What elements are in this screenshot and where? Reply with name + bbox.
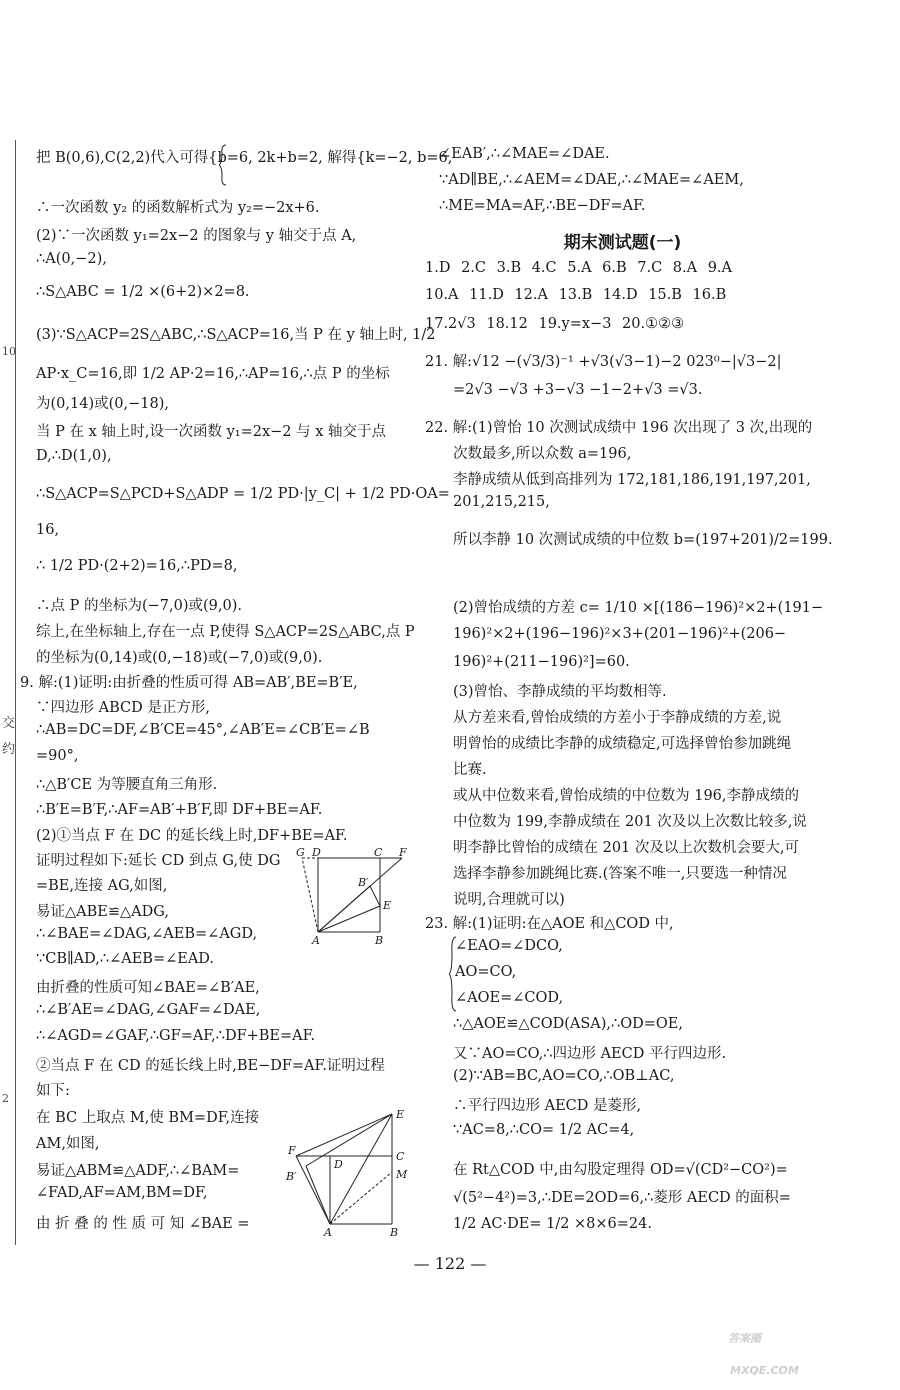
text-line: =90°,: [36, 748, 79, 764]
text-line: 又∵AO=CO,∴四边形 AECD 平行四边形.: [453, 1046, 727, 1062]
text-line: ∴S△ACP=S△PCD+S△ADP = 1/2 PD·|y_C| + 1/2 PD·OA=: [36, 486, 450, 502]
text-line: ∵AC=8,∴CO= 1/2 AC=4,: [453, 1122, 635, 1138]
text-line: 在 Rt△COD 中,由勾股定理得 OD=√(CD²−CO²)=: [453, 1162, 788, 1178]
text-line: AM,如图,: [36, 1136, 100, 1152]
text-line: ∴A(0,−2),: [36, 251, 107, 267]
figure-label: D: [312, 846, 321, 859]
text-line: 21. 解:√12 −(√3/3)⁻¹ +√3(√3−1)−2 023⁰−|√3−2|: [425, 354, 782, 370]
text-line: ∴B′E=B′F,∴AF=AB′+B′F,即 DF+BE=AF.: [36, 802, 323, 818]
text-line: 如下:: [36, 1083, 70, 1099]
gutter-mark: 2: [2, 1092, 9, 1105]
text-line: =BE,连接 AG,如图,: [36, 878, 168, 894]
text-line: 196)²×2+(196−196)²×3+(201−196)²+(206−: [453, 626, 787, 642]
text-line: 说明,合理就可以): [453, 892, 565, 908]
text-line: ∵四边形 ABCD 是正方形,: [36, 700, 210, 716]
text-line: ∴∠B′AE=∠DAG,∠GAF=∠DAE,: [36, 1002, 261, 1018]
gutter-mark: 10: [2, 345, 16, 358]
figure-label: C: [396, 1150, 405, 1163]
figure-label: F: [288, 1144, 296, 1157]
figure-label: E: [396, 1108, 405, 1121]
text-line: (2)∵一次函数 y₁=2x−2 的图象与 y 轴交于点 A,: [36, 228, 357, 244]
text-line: ∴S△ABC = 1/2 ×(6+2)×2=8.: [36, 284, 250, 300]
text-line: √(5²−4²)=3,∴DE=2OD=6,∴菱形 AECD 的面积=: [453, 1190, 791, 1206]
text-line: 22. 解:(1)曾怡 10 次测试成绩中 196 次出现了 3 次,出现的: [425, 420, 813, 436]
figure-label: C: [374, 846, 383, 859]
gutter-mark: 交: [2, 716, 16, 731]
text-line: 为(0,14)或(0,−18),: [36, 396, 169, 412]
text-line: ∠EAB′,∴∠MAE=∠DAE.: [439, 146, 610, 162]
figure-label: B: [390, 1226, 399, 1239]
text-line: (2)∵AB=BC,AO=CO,∴OB⊥AC,: [453, 1068, 675, 1084]
text-line: ∠EAO=∠DCO,: [455, 938, 563, 954]
text-line: 23. 解:(1)证明:在△AOE 和△COD 中,: [425, 916, 674, 932]
text-line: (2)①当点 F 在 DC 的延长线上时,DF+BE=AF.: [36, 828, 348, 844]
text-line: ∴ME=MA=AF,∴BE−DF=AF.: [439, 198, 646, 214]
text-line: (2)曾怡成绩的方差 c= 1/10 ×[(186−196)²×2+(191−: [453, 600, 824, 616]
section-title: 期末测试题(一): [563, 233, 682, 253]
text-line: ∴ 1/2 PD·(2+2)=16,∴PD=8,: [36, 558, 238, 574]
text-line: 证明过程如下:延长 CD 到点 G,使 DG: [36, 853, 281, 869]
text-line: 李静成绩从低到高排列为 172,181,186,191,197,201,: [453, 472, 811, 488]
geometry-figure-2: [284, 1108, 414, 1240]
figure-label: B′: [286, 1170, 297, 1183]
watermark-logo: [720, 1300, 890, 1380]
text-line: ∵AD∥BE,∴∠AEM=∠DAE,∴∠MAE=∠AEM,: [439, 172, 744, 188]
text-line: (3)∵S△ACP=2S△ABC,∴S△ACP=16,当 P 在 y 轴上时, 1/2: [36, 327, 436, 343]
text-line: ∴△AOE≌△COD(ASA),∴OD=OE,: [453, 1016, 683, 1032]
text-line: 比赛.: [453, 762, 487, 778]
text-line: 选择李静参加跳绳比赛.(答案不唯一,只要选一种情况: [453, 866, 787, 882]
text-line: AP·x_C=16,即 1/2 AP·2=16,∴AP=16,∴点 P 的坐标: [36, 366, 390, 382]
text-line: 1/2 AC·DE= 1/2 ×8×6=24.: [453, 1216, 652, 1232]
text-line: ∴平行四边形 AECD 是菱形,: [453, 1098, 642, 1114]
text-line: ∴∠BAE=∠DAG,∠AEB=∠AGD,: [36, 926, 258, 942]
figure-label: G: [296, 846, 305, 859]
system-brace: [449, 936, 457, 1012]
figure-label: F: [399, 846, 407, 859]
text-line: ∴∠AGD=∠GAF,∴GF=AF,∴DF+BE=AF.: [36, 1028, 316, 1044]
text-line: ∴AB=DC=DF,∠B′CE=45°,∠AB′E=∠CB′E=∠B: [36, 722, 370, 738]
text-line: 把 B(0,6),C(2,2)代入可得{b=6, 2k+b=2, 解得{k=−2, b=6,: [36, 150, 453, 166]
answer-row: 10.A 11.D 12.A 13.B 14.D 15.B 16.B: [425, 287, 727, 303]
text-line: ∵CB∥AD,∴∠AEB=∠EAD.: [36, 951, 215, 967]
text-line: 中位数为 199,李静成绩在 201 次及以上次数比较多,说: [453, 814, 807, 830]
text-line: 201,215,215,: [453, 494, 550, 510]
text-line: ∠FAD,AF=AM,BM=DF,: [36, 1185, 208, 1201]
text-line: 次数最多,所以众数 a=196,: [453, 446, 632, 462]
column-margin-rule: [15, 140, 16, 1245]
figure-label: B′: [358, 876, 369, 889]
text-line: D,∴D(1,0),: [36, 448, 112, 464]
text-line: 由折叠的性质可知∠BAE=∠B′AE,: [36, 980, 260, 996]
text-line: 明李静比曾怡的成绩在 201 次及以上次数机会要大,可: [453, 840, 800, 856]
text-line: 或从中位数来看,曾怡成绩的中位数为 196,李静成绩的: [453, 788, 800, 804]
geometry-figure-1: [290, 846, 415, 946]
text-line: 易证△ABE≌△ADG,: [36, 904, 169, 920]
system-brace: [219, 144, 227, 186]
text-line: ∴一次函数 y₂ 的函数解析式为 y₂=−2x+6.: [36, 200, 320, 216]
watermark-text: 答案圈: [728, 1332, 761, 1345]
text-line: 明曾怡的成绩比李静的成绩稳定,可选择曾怡参加跳绳: [453, 736, 792, 752]
figure-label: A: [324, 1226, 332, 1239]
gutter-mark: 约: [2, 742, 16, 757]
text-line: (3)曾怡、李静成绩的平均数相等.: [453, 684, 667, 700]
watermark-url: MXQE.COM: [730, 1364, 799, 1377]
page-number: — 122 —: [413, 1254, 487, 1273]
figure-label: D: [334, 1158, 343, 1171]
text-line: ∴△B′CE 为等腰直角三角形.: [36, 777, 218, 793]
text-line: ∠AOE=∠COD,: [455, 990, 564, 1006]
figure-label: E: [383, 899, 392, 912]
text-line: 当 P 在 x 轴上时,设一次函数 y₁=2x−2 与 x 轴交于点: [36, 424, 387, 440]
figure-label: A: [312, 934, 320, 946]
text-line: AO=CO,: [455, 964, 517, 980]
figure-label: M: [396, 1168, 408, 1181]
text-line: 所以李静 10 次测试成绩的中位数 b=(197+201)/2=199.: [453, 532, 833, 548]
text-line: 易证△ABM≌△ADF,∴∠BAM=: [36, 1163, 240, 1179]
answer-row: 1.D 2.C 3.B 4.C 5.A 6.B 7.C 8.A 9.A: [425, 260, 733, 276]
text-line: ②当点 F 在 CD 的延长线上时,BE−DF=AF.证明过程: [36, 1058, 385, 1074]
text-line: 在 BC 上取点 M,使 BM=DF,连接: [36, 1110, 260, 1126]
text-line: 从方差来看,曾怡成绩的方差小于李静成绩的方差,说: [453, 710, 782, 726]
text-line: ∴点 P 的坐标为(−7,0)或(9,0).: [36, 598, 242, 614]
answer-row: 17.2√3 18.12 19.y=x−3 20.①②③: [425, 316, 685, 332]
text-line: =2√3 −√3 +3−√3 −1−2+√3 =√3.: [453, 382, 703, 398]
figure-label: B: [375, 934, 384, 946]
text-line: 9. 解:(1)证明:由折叠的性质可得 AB=AB′,BE=B′E,: [20, 675, 358, 691]
text-line: 的坐标为(0,14)或(0,−18)或(−7,0)或(9,0).: [36, 650, 323, 666]
text-line: 由 折 叠 的 性 质 可 知 ∠BAE =: [36, 1216, 250, 1232]
text-line: 16,: [36, 522, 60, 538]
text-line: 196)²+(211−196)²]=60.: [453, 654, 630, 670]
text-line: 综上,在坐标轴上,存在一点 P,使得 S△ACP=2S△ABC,点 P: [36, 624, 415, 640]
